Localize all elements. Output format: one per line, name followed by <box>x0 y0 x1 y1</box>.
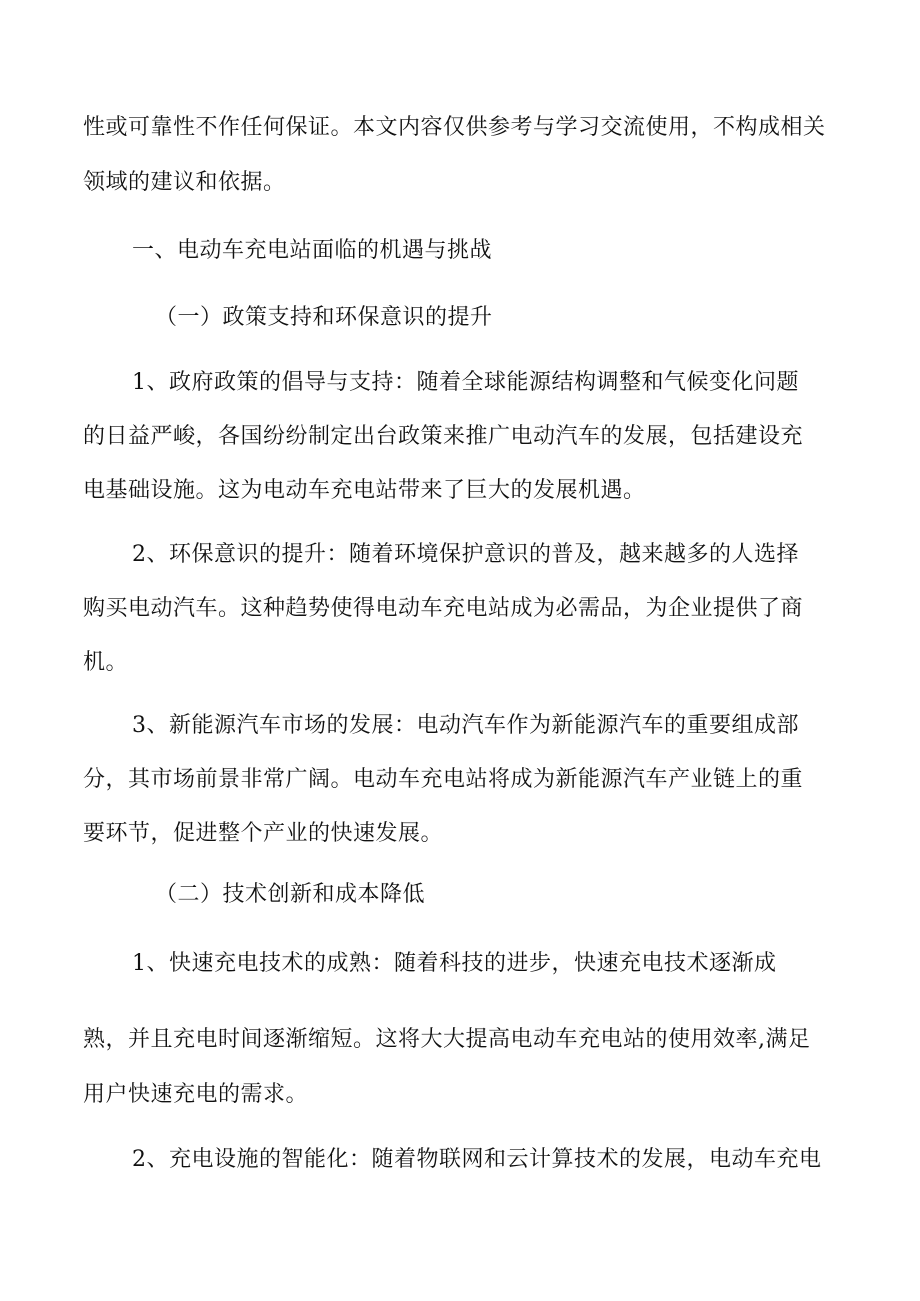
item-1-1-line-1: 1、政府政策的倡导与支持：随着全球能源结构调整和气候变化问题 <box>132 370 799 395</box>
item-1-3-line-3: 要环节，促进整个产业的快速发展。 <box>83 821 444 846</box>
subsection-title-1: （一）政策支持和环保意识的提升 <box>155 305 493 330</box>
item-2-2-line-1: 2、充电设施的智能化：随着物联网和云计算技术的发展，电动车充电 <box>132 1147 822 1172</box>
intro-line-1: 性或可靠性不作任何保证。本文内容仅供参考与学习交流使用，不构成相关 <box>83 115 826 140</box>
item-1-2-line-3: 机。 <box>83 650 129 675</box>
section-title: 一、电动车充电站面临的机遇与挑战 <box>132 238 493 263</box>
item-1-2-line-2: 购买电动汽车。这种趋势使得电动车充电站成为必需品，为企业提供了商 <box>83 596 804 621</box>
item-2-1-line-1: 1、快速充电技术的成熟：随着科技的进步，快速充电技术逐渐成 <box>132 951 777 976</box>
item-1-3-line-2: 分，其市场前景非常广阔。电动车充电站将成为新能源汽车产业链上的重 <box>83 767 804 792</box>
item-1-1-line-3: 电基础设施。这为电动车充电站带来了巨大的发展机遇。 <box>83 478 646 503</box>
intro-line-2: 领域的建议和依据。 <box>83 170 286 195</box>
item-1-1-line-2: 的日益严峻，各国纷纷制定出台政策来推广电动汽车的发展，包括建设充 <box>83 424 804 449</box>
subsection-title-2: （二）技术创新和成本降低 <box>155 882 426 907</box>
item-1-3-line-1: 3、新能源汽车市场的发展：电动汽车作为新能源汽车的重要组成部 <box>132 713 799 738</box>
item-2-1-line-2: 熟，并且充电时间逐渐缩短。这将大大提高电动车充电站的使用效率,满足 <box>83 1027 811 1052</box>
item-2-1-line-3: 用户快速充电的需求。 <box>83 1082 309 1107</box>
item-1-2-line-1: 2、环保意识的提升：随着环境保护意识的普及，越来越多的人选择 <box>132 542 799 567</box>
